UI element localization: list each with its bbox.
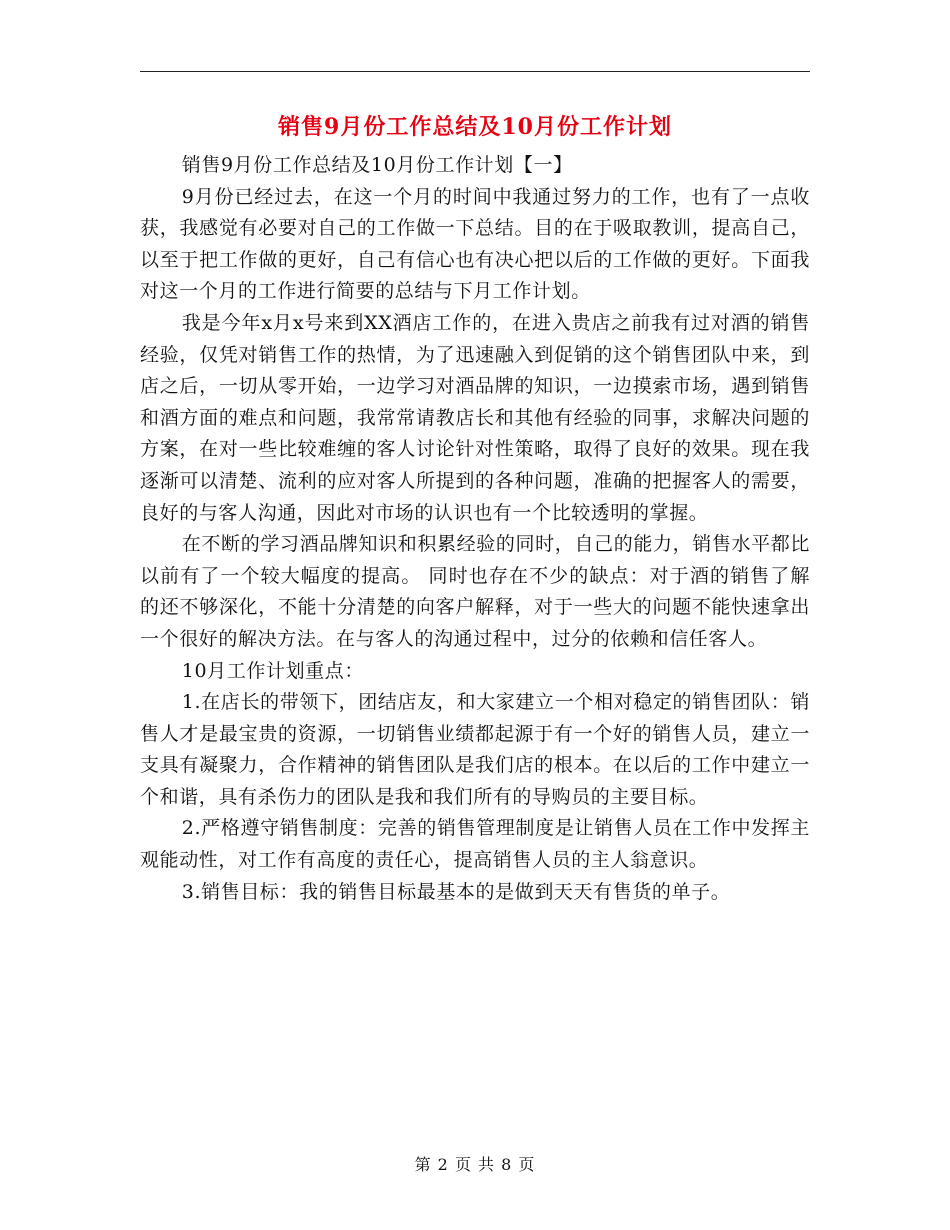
plan-item: 1.在店长的带领下，团结店友，和大家建立一个相对稳定的销售团队：销售人才是最宝贵的资源，一切销售业绩都起源于有一个好的销售人员，建立一支具有凝聚力，合作精神的销售团队是我们店的根本。在以后的工作中建立一个和谐，具有杀伤力的团队是我和我们所有的导购员的主要目标。: [140, 691, 810, 808]
section-heading: 10月工作计划重点：: [181, 659, 364, 682]
document-body: [140, 150, 810, 908]
page-number: 第 2 页 共 8 页: [414, 1155, 536, 1174]
plan-item: 2.严格遵守销售制度：完善的销售管理制度是让销售人员在工作中发挥主观能动性，对工作有高度的责任心，提高销售人员的主人翁意识。: [140, 817, 810, 872]
body-paragraph: 我是今年x月x号来到XX酒店工作的，在进入贵店之前我有过对酒的销售经验，仅凭对销售工作的热情，为了迅速融入到促销的这个销售团队中来，到店之后，一切从零开始，一边学习对酒品牌的知识，一边摸索市场，遇到销售和酒方面的难点和问题，我常常请教店长和其他有经验的同事，求解决问题的方案，在对一些比较难缠的客人讨论针对性策略，取得了良好的效果。现在我逐渐可以清楚、流利的应对客人所提到的各种问题，准确的把握客人的需要，良好的与客人沟通，因此对市场的认识也有一个比较透明的掌握。: [140, 311, 810, 524]
body-paragraph-subtitle: 销售9月份工作总结及10月份工作计划【一】: [181, 154, 573, 176]
document-title: 销售9月份工作总结及10月份工作计划: [278, 114, 672, 140]
body-paragraph: 9月份已经过去，在这一个月的时间中我通过努力的工作，也有了一点收获，我感觉有必要对自己的工作做一下总结。目的在于吸取教训，提高自己，以至于把工作做的更好，自己有信心也有决心把以后的工作做的更好。下面我对这一个月的工作进行简要的总结与下月工作计划。: [140, 185, 810, 303]
header-rule: [140, 71, 810, 72]
body-paragraph: 在不断的学习酒品牌知识和积累经验的同时，自己的能力，销售水平都比以前有了一个较大幅度的提高。 同时也存在不少的缺点：对于酒的销售了解的还不够深化，不能十分清楚的向客户解释，对于一些大的问题不能快速拿出一个很好的解决方法。在与客人的沟通过程中，过分的依赖和信任客人。: [140, 533, 810, 650]
plan-item: 3.销售目标：我的销售目标最基本的是做到天天有售货的单子。: [181, 880, 731, 903]
